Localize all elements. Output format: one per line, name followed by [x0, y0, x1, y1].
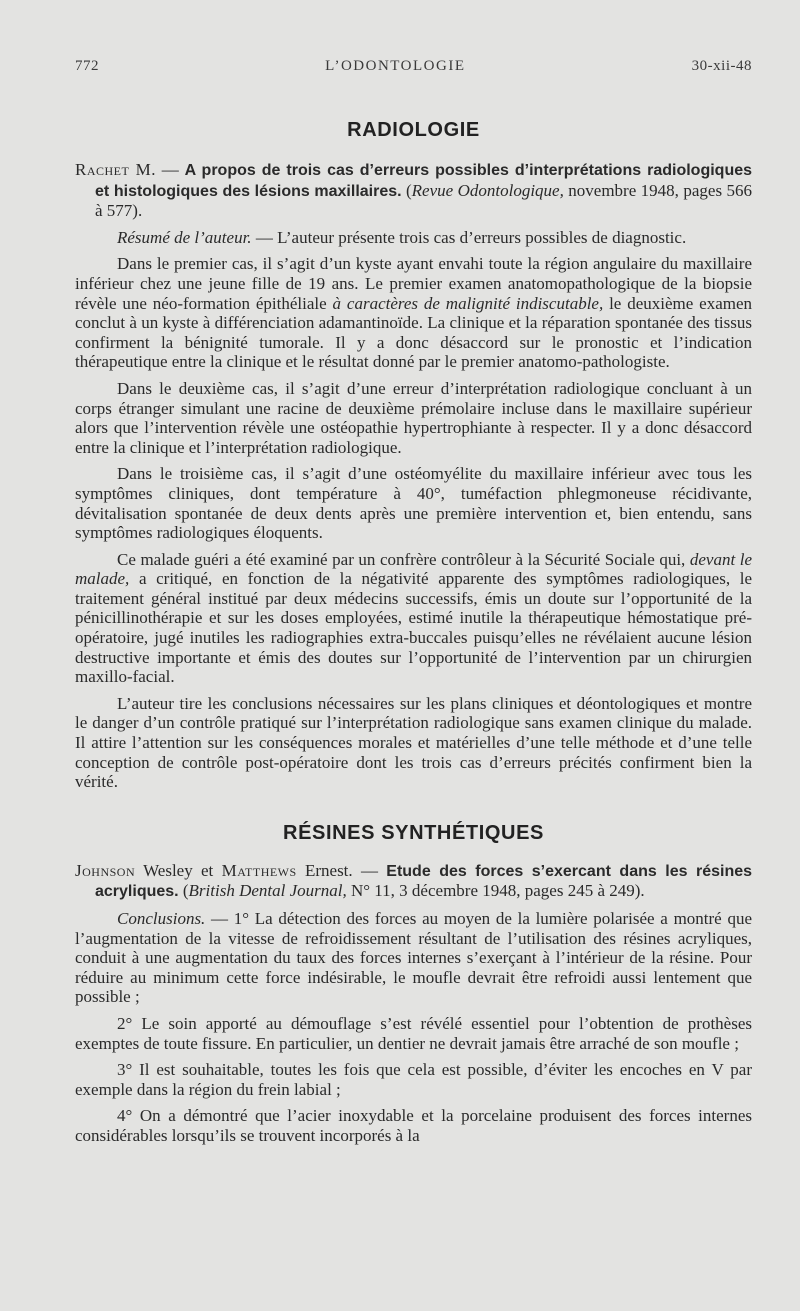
paragraph-patient-review: Ce malade guéri a été examiné par un confrère contrôleur à la Sécurité Sociale qui, devant le malade, a critiqué, en fonction de la négativité apparente des symptômes radiologiques, le traitement général institué par deux médecins successifs, émis un doute sur l’opportunité de la pénicillinothérapie et sur les doses employées, estimé inutile la thérapeutique hémostatique pré-opératoire, jugé inutiles les radiographies extra-buccales puisqu’elles ne révélaient aucune lésion destructive importante et émis des doutes sur l’opportunité de l’intervention par un chirurgien maxillo-facial.	[75, 549, 752, 687]
paragraph-first-case: Dans le premier cas, il s’agit d’un kyste ayant envahi toute la région angulaire du maxillaire inférieur chez une jeune fille de 19 ans. Le premier examen anatomopathologique de la biopsie révèle une néo-formation épithéliale à caractères de malignité indiscutable, le deuxième examen conclut à un kyste à différenciation adamantinoïde. La clinique et la réparation spontanée des tissus confirment la bénignité tumorale. Il y a donc désaccord sur le pronostic et l’indication thérapeutique entre la clinique et le résultat donné par le premier anatomo-pathologiste.	[75, 254, 753, 372]
conclusion-2: 2° Le soin apporté au démouflage s’est révélé essentiel pour l’obtention de prothèses exemptes de toute fissure. En particulier, un dentier ne devrait jamais être arraché de son moufle ;	[75, 1013, 752, 1053]
reference-rachet: Rachet M. — A propos de trois cas d’erreurs possibles d’interprétations radiologiques et histologiques des lésions maxillaires. (Revue Odontologique, novembre 1948, pages 566 à 577).	[75, 160, 753, 221]
author-name: Matthews	[221, 860, 297, 880]
page-number: 772	[75, 58, 99, 74]
summary-label: Résumé de l’auteur.	[117, 227, 252, 247]
article-title: A propos de trois cas d’erreurs possibles d’interprétations radiologiques et histologiques des lésions maxillaires.	[95, 162, 753, 200]
paragraph-third-case: Dans le troisième cas, il s’agit d’une ostéomyélite du maxillaire inférieur avec tous les symptômes cliniques, dont température à 40°, tuméfaction phlegmoneuse récidivante, dévitalisation spontanée de deux dents après une première intervention et, bien entendu, sans symptômes radiologiques éloquents.	[75, 464, 752, 543]
paragraph-second-case: Dans le deuxième cas, il s’agit d’une erreur d’interprétation radiologique concluant à un corps étranger simulant une racine de deuxième prémolaire incluse dans le maxillaire supérieur alors que l’intervention révèle une ostéopathie hypertrophiante à respecter. Il y a donc désaccord entre la clinique et l’interprétation radiologique.	[75, 378, 752, 457]
journal-name: British Dental Journal,	[188, 881, 347, 901]
conclusion-1: Conclusions. — 1° La détection des forces au moyen de la lumière polarisée a montré que l’augmentation de la vitesse de refroidissement résultant de l’utilisation des résines acryliques, conduit à une augmentation du taux des forces internes s’exerçant à l’intérieur de la résine. Pour réduire au minimum cette force indésirable, le moufle devrait être refroidi aussi lentement que possible ;	[75, 909, 752, 1007]
journal-name: Revue Odontologique,	[411, 180, 564, 200]
article-title: Etude des forces s’exercant dans les résines acryliques.	[95, 862, 753, 901]
section-title-radiologie: RADIOLOGIE	[347, 119, 480, 141]
conclusion-4: 4° On a démontré que l’acier inoxydable et la porcelaine produisent des forces internes considérables lorsqu’ils se trouvent incorporés à la	[75, 1106, 752, 1145]
issue-date: 30-xii-48	[691, 58, 752, 74]
conclusion-3: 3° Il est souhaitable, toutes les fois que cela est possible, d’éviter les encoches en V par exemple dans la région du frein labial ;	[75, 1060, 752, 1099]
journal-title: L’ODONTOLOGIE	[325, 58, 466, 74]
conclusions-label: Conclusions.	[117, 909, 206, 928]
summary-paragraph: Résumé de l’auteur. — L’auteur présente trois cas d’erreurs possibles de diagnostic.	[117, 227, 687, 247]
author-name: Johnson	[75, 860, 136, 880]
author-name: Rachet M.	[75, 160, 156, 179]
paragraph-conclusions-author: L’auteur tire les conclusions nécessaires sur les plans cliniques et déontologiques et montre le danger d’un contrôle pratiqué sur l’interprétation radiologique sans examen clinique du malade. Il attire l’attention sur les conséquences morales et matérielles d’une telle méthode et d’une telle conception de contrôle post-opératoire dont les trois cas d’erreurs précités confirment bien la vérité.	[75, 693, 752, 792]
reference-johnson-matthews: Johnson Wesley et Matthews Ernest. — Etude des forces s’exercant dans les résines acryliques. (British Dental Journal, N° 11, 3 décembre 1948, pages 245 à 249).	[75, 860, 753, 901]
running-header	[75, 58, 752, 75]
section-title-resines: RÉSINES SYNTHÉTIQUES	[283, 821, 544, 844]
